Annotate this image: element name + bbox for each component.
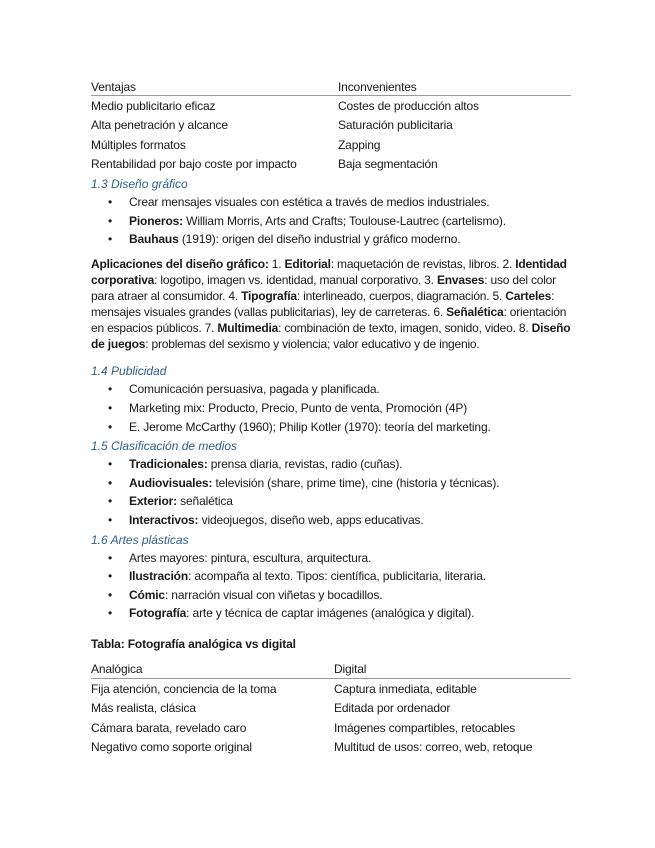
term-identidad: Identidad corporativa: [91, 256, 567, 287]
aplicaciones-paragraph: [91, 256, 571, 353]
table-row: [91, 155, 571, 175]
list-item: [91, 193, 571, 212]
list-item-label: Bauhaus: [129, 232, 179, 247]
paragraph-lead: Aplicaciones del diseño gráfico:: [91, 256, 269, 271]
table-row: [91, 698, 571, 718]
list-item-text: E. Jerome McCarthy (1960); Philip Kotler (1970): teoría del marketing.: [129, 419, 491, 434]
list-item-text: Artes mayores: pintura, escultura, arquitectura.: [129, 550, 372, 565]
bullet-list-diseno-grafico: [91, 193, 571, 249]
list-item-text: : arte y técnica de captar imágenes (analógica y digital).: [186, 606, 475, 621]
list-item: [91, 492, 571, 511]
bullet-list-publicidad: [91, 380, 571, 436]
term-tipografia: Tipografía: [241, 288, 297, 303]
document-page: [91, 78, 571, 757]
table-header-cell: Analógica: [91, 661, 334, 679]
list-item: [91, 418, 571, 437]
section-heading-artes-plasticas: 1.6 Artes plásticas: [91, 532, 189, 547]
table-cell: Captura inmediata, editable: [334, 681, 477, 696]
table-row: [91, 135, 571, 155]
list-item: [91, 380, 571, 399]
paragraph-text: : combinación de texto, imagen, sonido, video. 8.: [278, 321, 532, 336]
bullet-list-clasificacion-medios: [91, 455, 571, 529]
table-header-cell: Inconvenientes: [338, 78, 571, 96]
table-cell: Editada por ordenador: [334, 701, 451, 716]
bullet-list-artes-plasticas: [91, 549, 571, 623]
paragraph-text: : maquetación de revistas, libros. 2.: [330, 256, 516, 271]
term-multimedia: Multimedia: [217, 321, 279, 336]
section-heading-publicidad: 1.4 Publicidad: [91, 364, 167, 379]
table-cell: Imágenes compartibles, retocables: [334, 720, 516, 735]
list-item-text: : acompaña al texto. Tipos: científica, publicitaria, literaria.: [188, 569, 486, 584]
list-item: [91, 474, 571, 493]
table-cell: Multitud de usos: correo, web, retoque: [334, 740, 533, 755]
table-header-row: [91, 661, 571, 679]
section-heading-clasificacion-medios: 1.5 Clasificación de medios: [91, 439, 238, 454]
term-diseno-juegos: Diseño de juegos: [91, 321, 571, 352]
term-senaletica: Señalética: [446, 305, 504, 320]
paragraph-text: : orientación en espacios públicos. 7.: [91, 305, 567, 336]
table-cell: Zapping: [338, 137, 381, 152]
list-item: [91, 212, 571, 231]
list-item-text: : narración visual con viñetas y bocadillos.: [164, 587, 383, 602]
table-cell: Baja segmentación: [338, 157, 438, 172]
table-cell: Más realista, clásica: [91, 701, 196, 716]
paragraph-text: : logotipo, imagen vs. identidad, manual corporativo. 3.: [154, 272, 437, 287]
table-row: [91, 96, 571, 116]
list-item: [91, 230, 571, 249]
list-item: [91, 455, 571, 474]
ventajas-inconvenientes-table: [91, 78, 571, 174]
table-cell: Múltiples formatos: [91, 137, 186, 152]
table-cell: Costes de producción altos: [338, 98, 479, 113]
list-item: [91, 399, 571, 418]
term-envases: Envases: [436, 272, 485, 287]
table-row: [91, 718, 571, 738]
table-cell: Cámara barata, revelado caro: [91, 720, 247, 735]
list-item: [91, 586, 571, 605]
table-header-cell: Digital: [334, 661, 571, 679]
list-item: [91, 604, 571, 623]
paragraph-text: 1.: [268, 256, 285, 271]
term-carteles: Carteles: [505, 288, 552, 303]
table-header-row: [91, 78, 571, 96]
list-item-text: Marketing mix: Producto, Precio, Punto de venta, Promoción (4P): [129, 400, 468, 415]
term-editorial: Editorial: [284, 256, 331, 271]
table-header-cell: Ventajas: [91, 78, 338, 96]
list-item-text: videojuegos, diseño web, apps educativas.: [198, 512, 424, 527]
paragraph-text: : problemas del sexismo y violencia; valor educativo y de ingenio.: [145, 337, 480, 352]
paragraph-text: : interlineado, cuerpos, diagramación. 5.: [296, 288, 506, 303]
paragraph-text: : uso del color para atraer al consumidor. 4.: [91, 272, 556, 303]
list-item-label: Fotografía: [129, 606, 187, 621]
table-cell: Rentabilidad por bajo coste por impacto: [91, 157, 297, 172]
fotografia-table: [91, 661, 571, 757]
table-row: [91, 116, 571, 136]
table-row: [91, 737, 571, 757]
list-item-label: Pioneros:: [129, 213, 183, 228]
list-item-label: Audiovisuales:: [129, 475, 213, 490]
table-cell: Alta penetración y alcance: [91, 118, 228, 133]
list-item-text: señalética: [177, 494, 233, 509]
table-row: [91, 678, 571, 698]
list-item-text: Crear mensajes visuales con estética a través de medios industriales.: [129, 195, 490, 209]
list-item-text: Comunicación persuasiva, pagada y planificada.: [129, 382, 380, 397]
table-caption: Tabla: Fotografía analógica vs digital: [91, 636, 296, 651]
paragraph-text: : mensajes visuales grandes (vallas publicitarias), ley de carreteras. 6.: [91, 288, 555, 320]
table-cell: Saturación publicitaria: [338, 118, 453, 133]
table-cell: Negativo como soporte original: [91, 740, 252, 755]
list-item-label: Tradicionales:: [129, 457, 208, 472]
list-item-label: Ilustración: [129, 569, 189, 584]
list-item: [91, 511, 571, 530]
list-item-label: Cómic: [129, 587, 165, 602]
list-item-label: Interactivos:: [129, 512, 199, 527]
section-heading-diseno-grafico: 1.3 Diseño gráfico: [91, 177, 188, 191]
list-item-text: (1919): origen del diseño industrial y gráfico moderno.: [178, 232, 461, 247]
list-item-label: Exterior:: [129, 494, 177, 509]
table-cell: Medio publicitario eficaz: [91, 98, 216, 113]
list-item-text: prensa diaria, revistas, radio (cuñas).: [207, 457, 403, 472]
list-item: [91, 549, 571, 568]
list-item-text: televisión (share, prime time), cine (historia y técnicas).: [212, 475, 500, 490]
list-item-text: William Morris, Arts and Crafts; Toulouse-Lautrec (cartelismo).: [183, 213, 506, 228]
list-item: [91, 567, 571, 586]
table-cell: Fija atención, conciencia de la toma: [91, 681, 277, 696]
